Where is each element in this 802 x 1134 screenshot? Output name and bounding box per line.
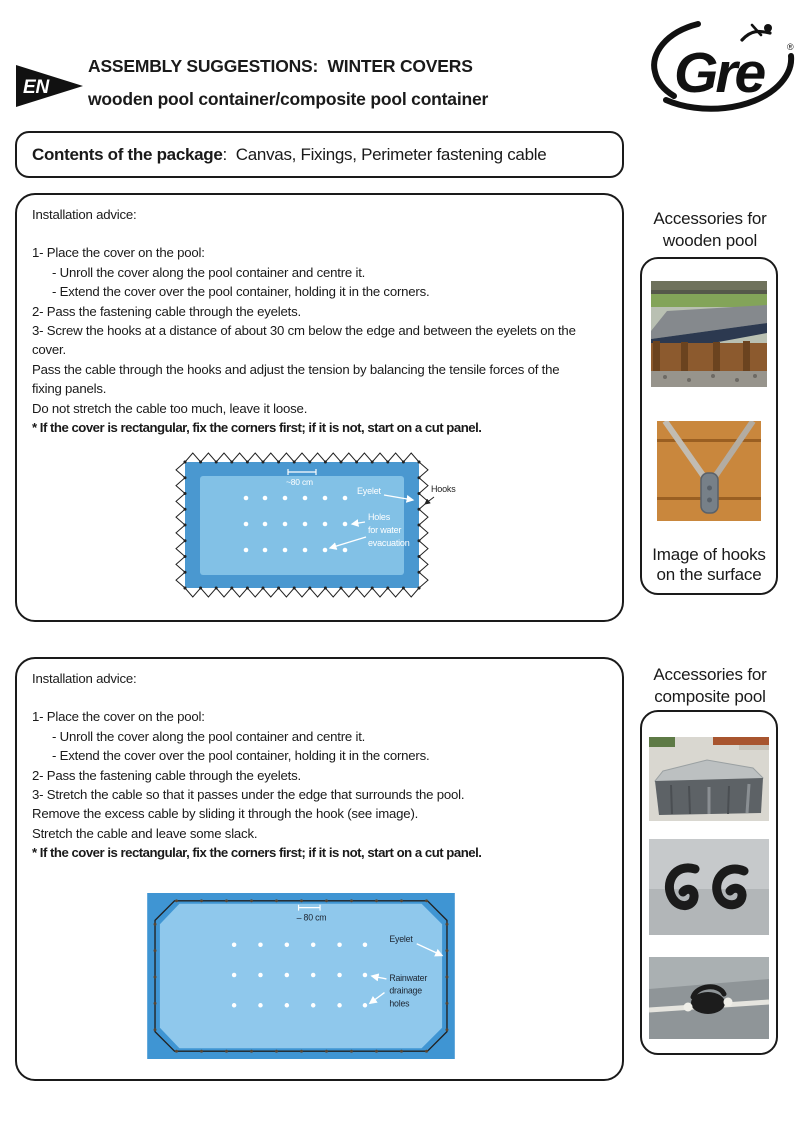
sidebar-heading-line2: composite pool [654,687,766,706]
advice-line: Remove the excess cable by sliding it through the hook (see image). [32,806,419,822]
caption-line2: on the surface [656,565,762,584]
gre-brand-logo [648,18,796,112]
advice-line: 3- Screw the hooks at a distance of about 30 cm below the edge and between the eyelets on the cover. [32,323,576,358]
advice-line: 1- Place the cover on the pool: [32,245,205,261]
logo-swimmer-icon [742,24,772,40]
holes-label-2: for water [368,525,402,535]
composite-pool-instructions-panel [15,657,624,1081]
contents-of-package-box [15,131,624,178]
photo-wooden-pool-covered [651,281,767,387]
holes-label-3: evacuation [368,538,410,548]
advice-note-bold: * If the cover is rectangular, fix the corners first; if it is not, start on a cut panel. [32,845,482,861]
caption-line1: Image of hooks [652,545,766,564]
photo-black-hooks-pair [649,839,769,935]
composite-installation-advice [32,669,592,863]
wooden-accessories-box [640,257,778,595]
holes-label-1: Rainwater [389,972,428,983]
sidebar-heading-line1: Accessories for [653,665,767,684]
advice-line: - Extend the cover over the pool container, holding it in the corners. [52,748,430,764]
page-title: ASSEMBLY SUGGESTIONS: WINTER COVERS [88,56,473,76]
advice-line: - Unroll the cover along the pool container and centre it. [52,728,366,744]
wooden-installation-advice [32,205,592,437]
advice-line: 3- Stretch the cable so that it passes under the edge that surrounds the pool. [32,787,465,803]
wooden-pool-instructions-panel [15,193,624,622]
composite-accessories-box [640,710,778,1055]
language-badge-en-icon [15,60,85,112]
eyelet-label: Eyelet [389,933,413,944]
contents-items: : Canvas, Fixings, Perimeter fastening cable [222,144,547,164]
wooden-cover-diagram [175,450,475,603]
language-badge-label: EN [23,77,49,98]
advice-line: 2- Pass the fastening cable through the eyelets. [32,767,301,783]
holes-label-2: drainage [389,985,422,996]
photo-hook-on-wood [657,421,761,521]
advice-line: Stretch the cable and leave some slack. [32,825,258,841]
advice-note-bold: * If the cover is rectangular, fix the corners first; if it is not, start on a cut panel. [32,420,482,436]
advice-heading: Installation advice: [32,207,137,222]
photo-hook-on-cable [649,957,769,1039]
advice-line: - Extend the cover over the pool container, holding it in the corners. [52,284,430,300]
advice-line: - Unroll the cover along the pool container and centre it. [52,264,366,280]
holes-label-1: Holes [368,512,391,522]
photo-composite-pool-covered [649,737,769,821]
measure-label: ~80 cm [286,477,313,487]
logo-registered-mark: ® [787,42,794,52]
measure-indicator [286,469,316,487]
measure-label: – 80 cm [296,912,327,923]
hooks-label: Hooks [431,484,456,494]
sidebar-caption-hooks [642,545,776,585]
sidebar-heading-line2: wooden pool [662,231,758,250]
contents-label: Contents of the package [32,144,223,164]
advice-line: Do not stretch the cable too much, leave it loose. [32,400,308,416]
advice-line: 1- Place the cover on the pool: [32,709,205,725]
sidebar-heading-line1: Accessories for [653,209,767,228]
page-subtitle: wooden pool container/composite pool container [88,89,489,109]
advice-line: 2- Pass the fastening cable through the eyelets. [32,303,301,319]
composite-cover-diagram [145,893,457,1059]
advice-line: Pass the cable through the hooks and adjust the tension by balancing the tensile forces of the fixing panels. [32,361,560,397]
eyelet-label: Eyelet [357,486,381,496]
advice-heading: Installation advice: [32,671,137,686]
sidebar-heading-composite [637,664,783,708]
sidebar-heading-wooden [637,208,783,252]
logo-text: Gre [674,41,764,105]
holes-label-3: holes [389,998,410,1009]
